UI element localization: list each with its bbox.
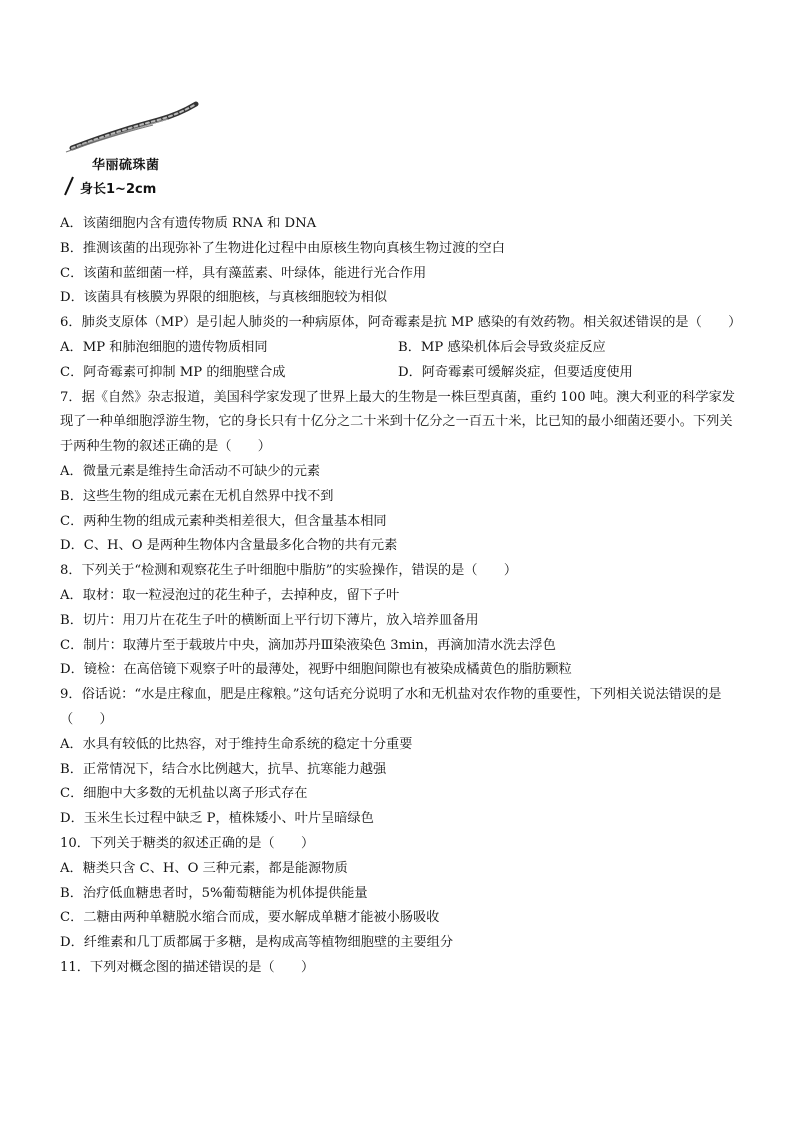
figure-caption: 华丽硫珠菌 (92, 158, 160, 173)
q7-option-b: B．这些生物的组成元素在无机自然界中找不到 (60, 488, 334, 504)
q7-option-a: A．微量元素是维持生命活动不可缺少的元素 (60, 463, 321, 479)
q5-option-a: A．该菌细胞内含有遗传物质 RNA 和 DNA (60, 216, 317, 231)
bacterium-figure (58, 98, 208, 198)
q7-option-c: C．两种生物的组成元素种类相差很大，但含量基本相同 (60, 513, 387, 529)
q6-stem: 6．肺炎支原体（MP）是引起人肺炎的一种病原体，阿奇霉素是抗 MP 感染的有效药物。相关叙述错误的是（ ） (60, 315, 742, 331)
q9-option-b: B．正常情况下，结合水比例越大，抗旱、抗寒能力越强 (60, 761, 387, 777)
figure-length-label: 身长1~2cm (80, 182, 157, 197)
q11-stem: 11．下列对概念图的描述错误的是（ ） (60, 959, 315, 975)
q6-options-row-2 (60, 361, 736, 386)
scale-bar-icon (62, 175, 76, 197)
q8-option-d: D．镜检：在高倍镜下观察子叶的最薄处，视野中细胞间隙也有被染成橘黄色的脂肪颗粒 (60, 662, 572, 678)
q8-option-b: B．切片：用刀片在花生子叶的横断面上平行切下薄片，放入培养皿备用 (60, 612, 479, 628)
q6-option-d: D．阿奇霉素可缓解炎症，但要适度使用 (398, 364, 633, 380)
q10-option-b: B．治疗低血糖患者时，5%葡萄糖能为机体提供能量 (60, 885, 368, 901)
bacterium-filament-illustration (58, 98, 208, 158)
q5-option-d: D．该菌具有核膜为界限的细胞核，与真核细胞较为相似 (60, 290, 388, 306)
q10-stem: 10．下列关于糖类的叙述正确的是（ ） (60, 835, 315, 851)
q6-option-c: C．阿奇霉素可抑制 MP 的细胞壁合成 (60, 364, 286, 380)
question-content (60, 212, 742, 981)
q10-option-c: C．二糖由两种单糖脱水缩合而成，要水解成单糖才能被小肠吸收 (60, 910, 440, 926)
q8-option-a: A．取材：取一粒浸泡过的花生种子，去掉种皮，留下子叶 (60, 587, 400, 603)
q5-option-c: C．该菌和蓝细菌一样，具有藻蓝素、叶绿体，能进行光合作用 (60, 265, 427, 281)
q7-option-d: D．C、H、O 是两种生物体内含量最多化合物的共有元素 (60, 538, 398, 554)
q5-option-b: B．推测该菌的出现弥补了生物进化过程中由原核生物向真核生物过渡的空白 (60, 240, 505, 256)
q8-stem: 8．下列关于“检测和观察花生子叶细胞中脂肪”的实验操作，错误的是（ ） (60, 563, 518, 579)
q9-stem: 9．俗话说：“水是庄稼血，肥是庄稼粮。”这句话充分说明了水和无机盐对农作物的重要性，下列相关说法错误的是（ ） (60, 687, 722, 727)
q6-option-b: B．MP 感染机体后会导致炎症反应 (398, 339, 606, 355)
q8-option-c: C．制片：取薄片至于载玻片中央，滴加苏丹Ⅲ染液染色 3min，再滴加清水洗去浮色 (60, 637, 556, 653)
q6-options-row-1 (60, 336, 736, 361)
q10-option-a: A．糖类只含 C、H、O 三种元素，都是能源物质 (60, 860, 348, 876)
q9-option-c: C．细胞中大多数的无机盐以离子形式存在 (60, 786, 308, 802)
q9-option-a: A．水具有较低的比热容，对于维持生命系统的稳定十分重要 (60, 736, 413, 752)
q6-option-a: A．MP 和肺泡细胞的遗传物质相同 (60, 339, 268, 355)
q7-stem: 7．据《自然》杂志报道，美国科学家发现了世界上最大的生物是一株巨型真菌，重约 100 吨。澳大利亚的科学家发现了一种单细胞浮游生物，它的身长只有十亿分之二十米到十亿分之一百五十米，比已知的最小细菌还要小。下列关于两种生物的叙述正确的是（ ） (60, 389, 735, 455)
q10-option-d: D．纤维素和几丁质都属于多糖，是构成高等植物细胞壁的主要组分 (60, 935, 454, 951)
q9-option-d: D．玉米生长过程中缺乏 P，植株矮小、叶片呈暗绿色 (60, 811, 374, 827)
